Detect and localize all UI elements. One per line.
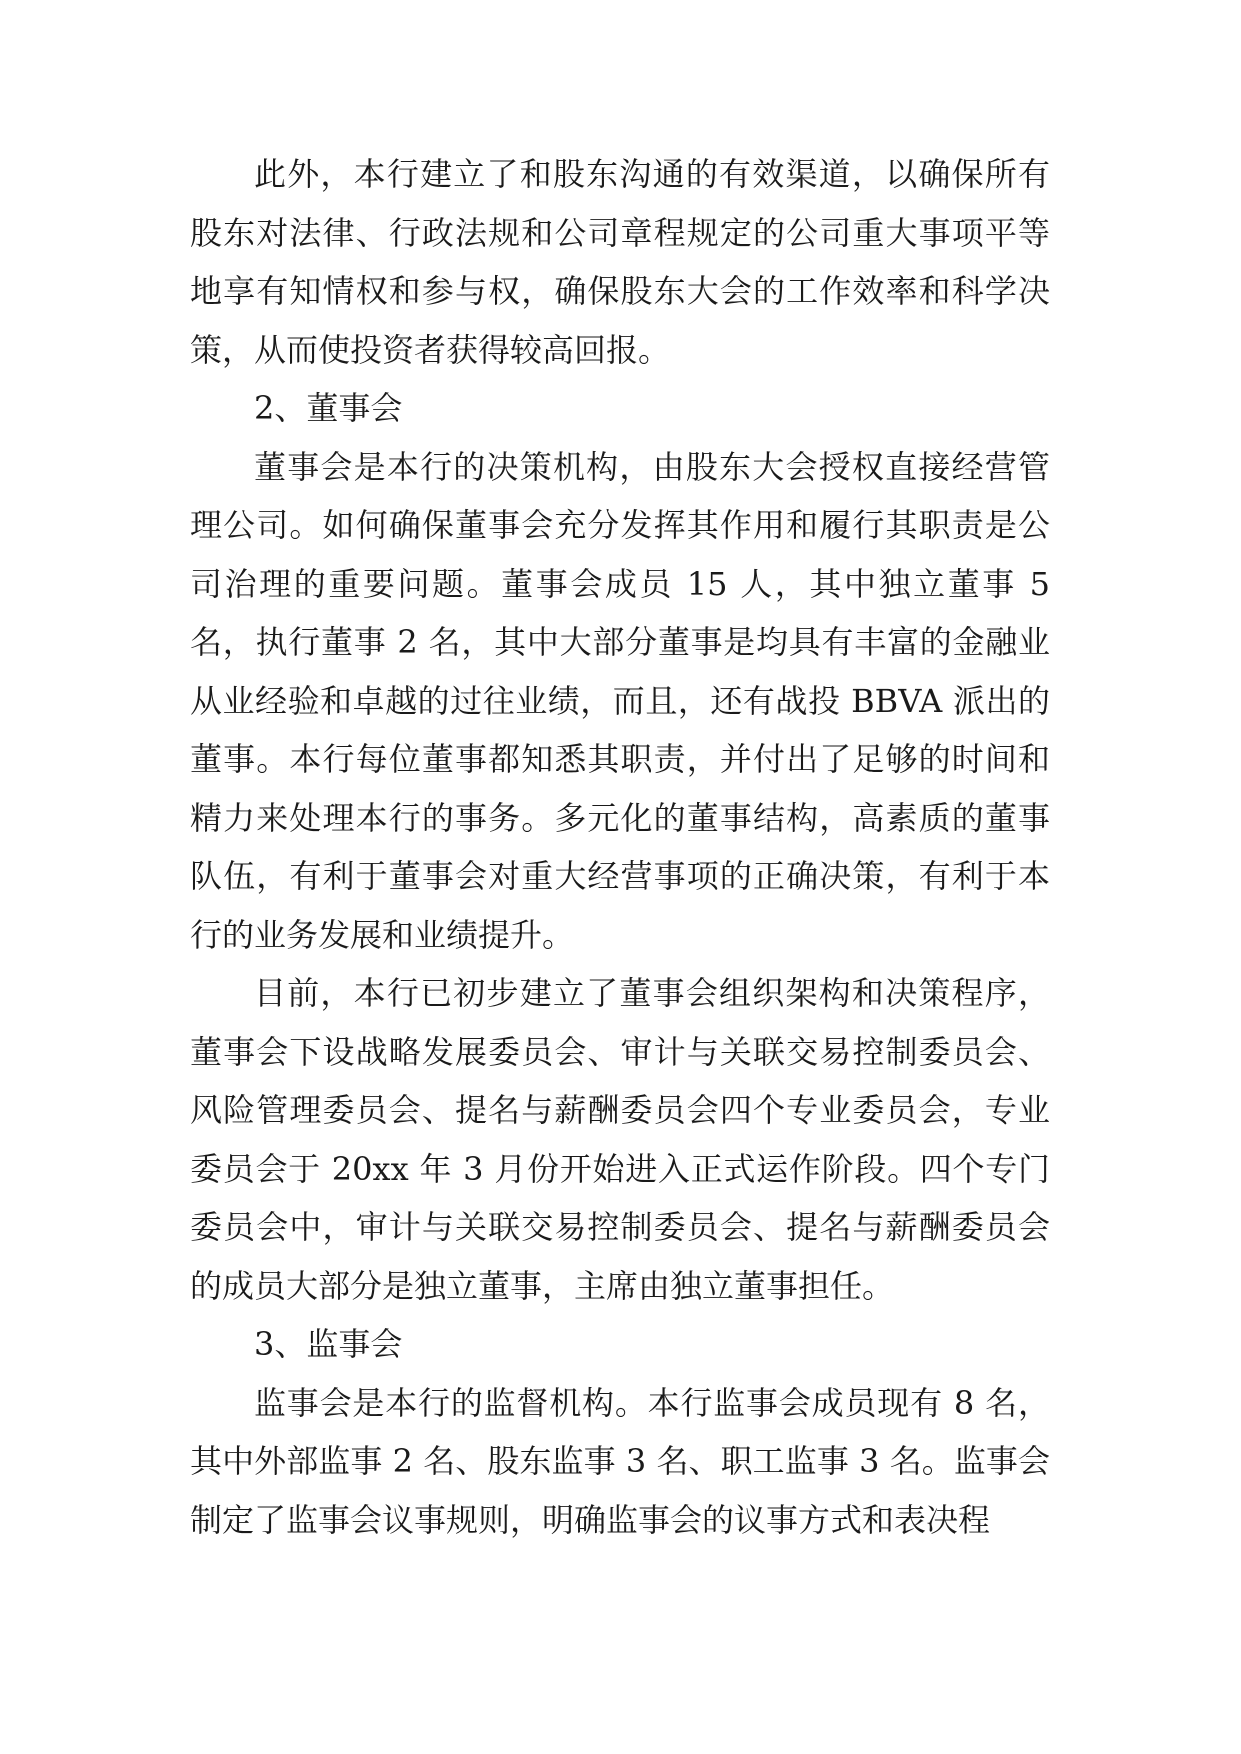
paragraph-shareholder-communication: 此外，本行建立了和股东沟通的有效渠道，以确保所有股东对法律、行政法规和公司章程规定的公司重大事项平等地享有知情权和参与权，确保股东大会的工作效率和科学决策，从而使投资者获得较高回报。 — [190, 155, 1050, 369]
section-heading-supervisory-board: 3、监事会 — [254, 1325, 403, 1363]
paragraph-board-committees: 目前，本行已初步建立了董事会组织架构和决策程序，董事会下设战略发展委员会、审计与关联交易控制委员会、风险管理委员会、提名与薪酬委员会四个专业委员会，专业委员会于 20xx 年 3 月份开始进入正式运作阶段。四个专门委员会中，审计与关联交易控制委员会、提名与薪酬委员会的成员大部分是独立董事，主席由独立董事担任。 — [190, 974, 1050, 1305]
document-page — [190, 145, 1050, 1549]
paragraph-supervisory-board: 监事会是本行的监督机构。本行监事会成员现有 8 名，其中外部监事 2 名、股东监事 3 名、职工监事 3 名。监事会制定了监事会议事规则，明确监事会的议事方式和表决程 — [190, 1383, 1050, 1539]
paragraph-board-overview: 董事会是本行的决策机构，由股东大会授权直接经营管理公司。如何确保董事会充分发挥其作用和履行其职责是公司治理的重要问题。董事会成员 15 人，其中独立董事 5 名，执行董事 2 名，其中大部分董事是均具有丰富的金融业从业经验和卓越的过往业绩，而且，还有战投 BBVA 派出的董事。本行每位董事都知悉其职责，并付出了足够的时间和精力来处理本行的事务。多元化的董事结构，高素质的董事队伍，有利于董事会对重大经营事项的正确决策，有利于本行的业务发展和业绩提升。 — [190, 447, 1050, 954]
section-heading-board-of-directors: 2、董事会 — [254, 389, 403, 427]
